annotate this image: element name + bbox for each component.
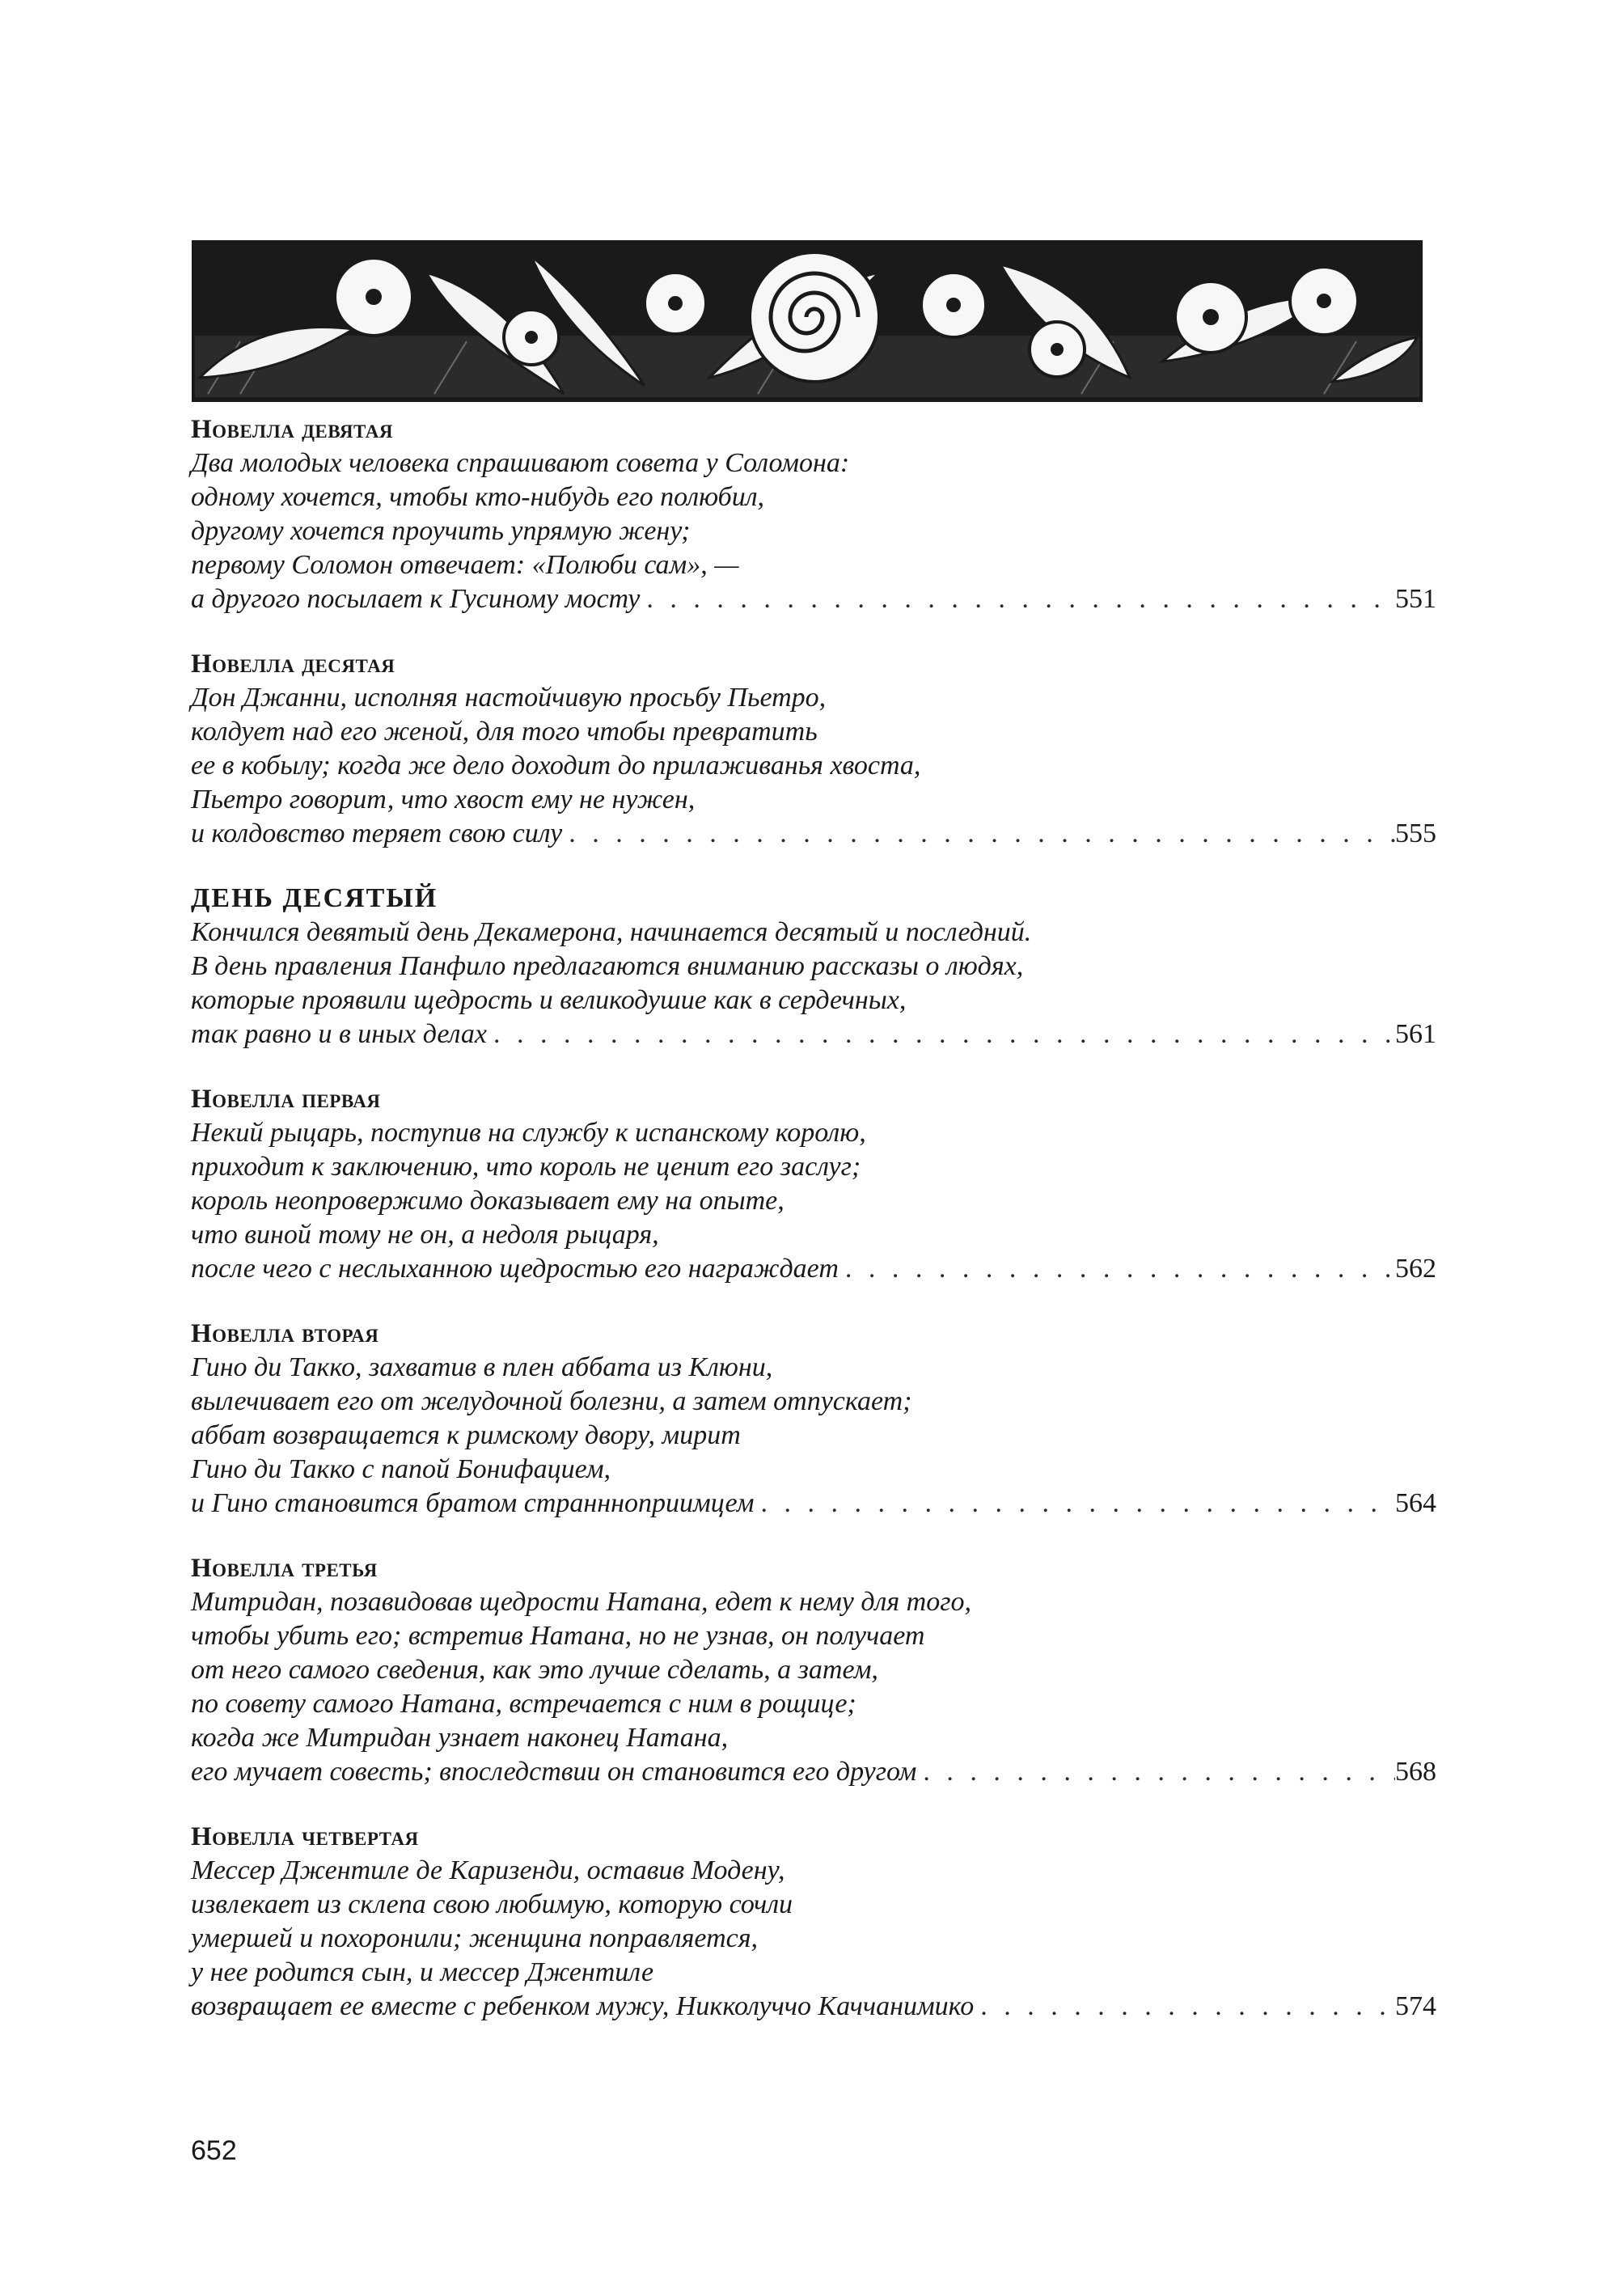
summary-line: которые проявили щедрость и великодушие как в сердечных, (191, 985, 907, 1015)
summary-line: от него самого сведения, как это лучше сделать, а затем, (191, 1655, 878, 1685)
dot-leader (974, 1990, 1395, 2024)
summary-line: Некий рыцарь, поступив на службу к испанскому королю, (191, 1118, 866, 1148)
novella-entry[interactable] (191, 1820, 1436, 2024)
page-ref[interactable]: 562 (1395, 1254, 1436, 1284)
novella-entry[interactable] (191, 1317, 1436, 1521)
summary-line: Митридан, позавидовав щедрости Натана, едет к нему для того, (191, 1587, 971, 1617)
novella-heading: Новелла десятая (191, 649, 395, 679)
novella-heading: Новелла вторая (191, 1319, 379, 1348)
summary-line: колдует над его женой, для того чтобы превратить (191, 717, 818, 747)
summary-line: В день правления Панфило предлагаются вниманию рассказы о людях, (191, 951, 1024, 981)
summary-line: Гино ди Такко с папой Бонифацием, (191, 1454, 611, 1484)
summary-line: приходит к заключению, что король не ценит его заслуг; (191, 1152, 861, 1182)
page-ref[interactable]: 561 (1395, 1019, 1436, 1049)
summary-text: его мучает совесть; впоследствии он становится его другом (191, 1757, 917, 1787)
summary-line: когда же Митридан узнает наконец Натана, (191, 1723, 729, 1753)
dot-leader (839, 1252, 1395, 1286)
day-heading: ДЕНЬ ДЕСЯТЫЙ (191, 883, 438, 913)
summary-line: Пьетро говорит, что хвост ему не нужен, (191, 785, 696, 814)
summary-line: одному хочется, чтобы кто-нибудь его полюбил, (191, 482, 765, 512)
page-ref[interactable]: 564 (1395, 1488, 1436, 1518)
novella-heading: Новелла третья (191, 1554, 378, 1583)
day-entry[interactable] (191, 882, 1436, 1051)
page-ref[interactable]: 574 (1395, 1991, 1436, 2021)
summary-line: Гино ди Такко, захватив в плен аббата из Клюни, (191, 1352, 773, 1382)
page-ref[interactable]: 568 (1395, 1757, 1436, 1787)
dot-leader (755, 1487, 1396, 1521)
summary-line-with-page (191, 1755, 1436, 1789)
novella-entry[interactable] (191, 647, 1436, 851)
summary-line: Мессер Джентиле де Каризенди, оставив Модену, (191, 1855, 785, 1885)
table-of-contents (191, 412, 1436, 2054)
summary-line: ее в кобылу; когда же дело доходит до прилаживанья хвоста, (191, 751, 921, 781)
summary-line: что виной тому не он, а недоля рыцаря, (191, 1220, 659, 1250)
summary-line-with-page (191, 817, 1436, 851)
summary-line: Кончился девятый день Декамерона, начинается десятый и последний. (191, 917, 1032, 947)
summary-line-with-page (191, 1990, 1436, 2024)
summary-text: а другого посылает к Гусиному мосту (191, 584, 641, 614)
summary-line: у нее родится сын, и мессер Джентиле (191, 1957, 654, 1987)
summary-line-with-page (191, 1252, 1436, 1286)
summary-line: извлекает из склепа свою любимую, которую сочли (191, 1889, 793, 1919)
summary-line: чтобы убить его; встретив Натана, но не узнав, он получает (191, 1621, 925, 1651)
summary-line: по совету самого Натана, встречается с ним в рощице; (191, 1689, 856, 1719)
summary-line: другому хочется проучить упрямую жену; (191, 516, 691, 546)
novella-entry[interactable] (191, 1551, 1436, 1789)
novella-heading: Новелла четвертая (191, 1822, 419, 1851)
page-ref[interactable]: 555 (1395, 819, 1436, 848)
page-number: 652 (191, 2135, 237, 2166)
summary-text: так равно и в иных делах (191, 1019, 487, 1049)
summary-text: возвращает ее вместе с ребенком мужу, Никколуччо Каччанимико (191, 1991, 975, 2021)
novella-entry[interactable] (191, 1082, 1436, 1286)
summary-line: король неопровержимо доказывает ему на опыте, (191, 1186, 785, 1216)
novella-heading: Новелла девятая (191, 415, 393, 444)
summary-line: первому Соломон отвечает: «Полюби сам», — (191, 550, 739, 580)
novella-entry[interactable] (191, 412, 1436, 616)
dot-leader (916, 1755, 1395, 1789)
summary-line: умершей и похоронили; женщина поправляется, (191, 1923, 759, 1953)
dot-leader (487, 1017, 1395, 1051)
summary-line: вылечивает его от желудочной болезни, а затем отпускает; (191, 1386, 912, 1416)
summary-line: Дон Джанни, исполняя настойчивую просьбу Пьетро, (191, 683, 827, 713)
novella-heading: Новелла первая (191, 1085, 381, 1114)
summary-line-with-page (191, 1017, 1436, 1051)
dot-leader (640, 582, 1395, 616)
summary-text: и колдовство теряет свою силу (191, 819, 563, 848)
dot-leader (562, 817, 1395, 851)
summary-line: аббат возвращается к римскому двору, мирит (191, 1420, 741, 1450)
summary-text: после чего с неслыханною щедростью его награждает (191, 1254, 839, 1284)
summary-line-with-page (191, 582, 1436, 616)
page-ref[interactable]: 551 (1395, 584, 1436, 614)
summary-line: Два молодых человека спрашивают совета у Соломона: (191, 448, 850, 478)
floral-ornament-band (192, 240, 1423, 402)
summary-line-with-page (191, 1487, 1436, 1521)
summary-text: и Гино становится братом страннноприимцем (191, 1488, 755, 1518)
